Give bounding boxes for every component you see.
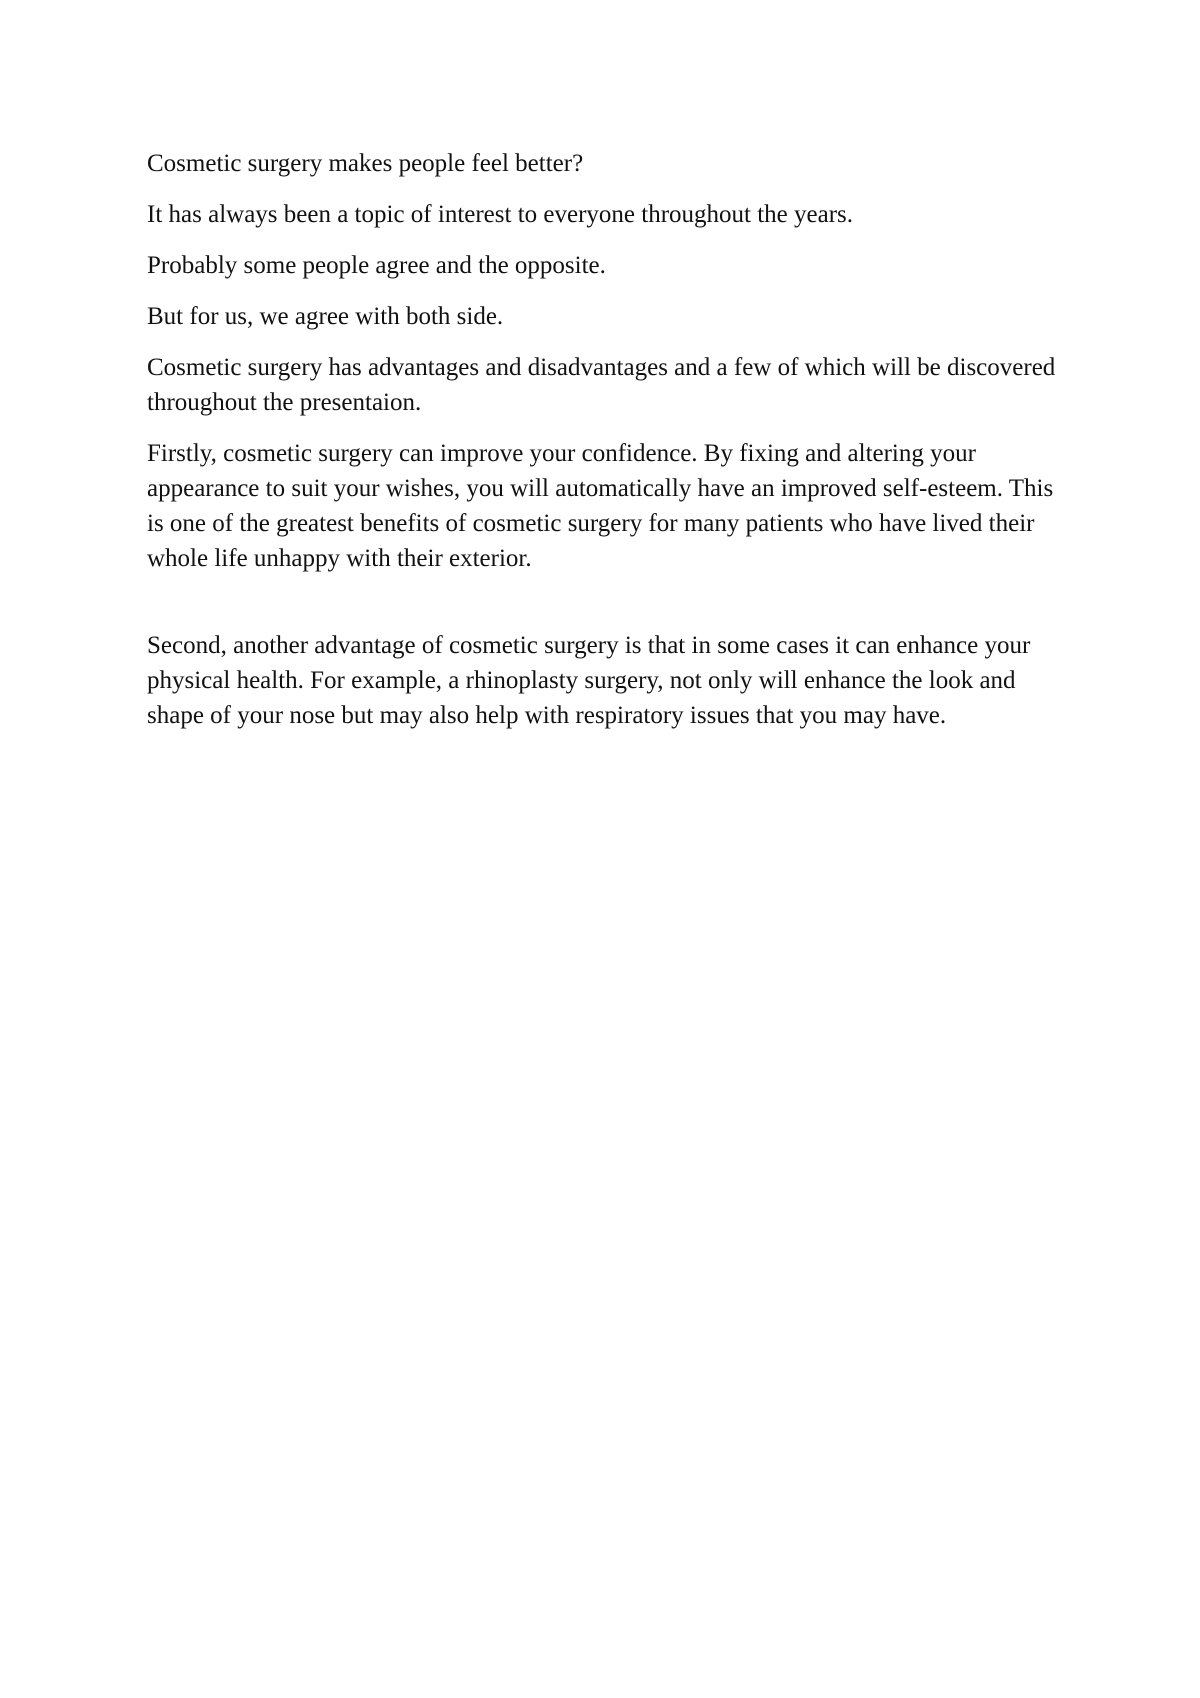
paragraph-topic-interest: It has always been a topic of interest to everyone throughout the years. <box>147 201 854 228</box>
paragraph-physical-health: Second, another advantage of cosmetic surgery is that in some cases it can enhance your physical health. For example, a rhinoplasty surgery, not only will enhance the look and shape of your nose but may also help with respiratory issues that you may have. <box>147 632 1031 729</box>
document-body <box>147 146 1062 749</box>
paragraph-title-question: Cosmetic surgery makes people feel better? <box>147 150 584 177</box>
paragraph-confidence: Firstly, cosmetic surgery can improve your confidence. By fixing and altering your appearance to suit your wishes, you will automatically have an improved self-esteem. This is one of the greatest benefits of cosmetic surgery for many patients who have lived their whole life unhappy with their exterior. <box>147 440 1054 572</box>
paragraph-our-view: But for us, we agree with both side. <box>147 303 504 330</box>
paragraph-advantages-disadvantages: Cosmetic surgery has advantages and disadvantages and a few of which will be discovered throughout the presentaion. <box>147 354 1056 416</box>
paragraph-opinions: Probably some people agree and the opposite. <box>147 252 606 279</box>
